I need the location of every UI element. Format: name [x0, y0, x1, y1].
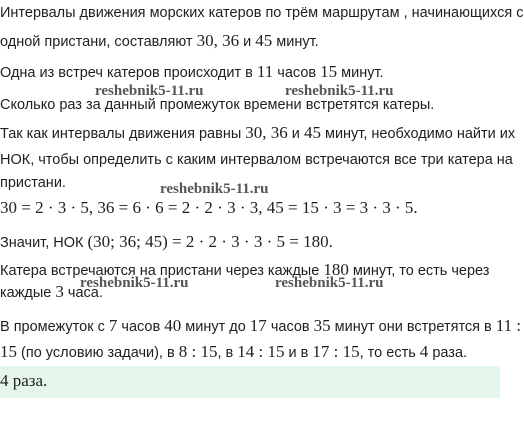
- period-line-1: В промежуток с 7 часов 40 минут до 17 часов 35 минут они встретятся в 11 :: [0, 316, 522, 335]
- watermark: reshebnik5-11.ru: [160, 181, 269, 197]
- answer-box: [0, 366, 500, 398]
- solution-line-3: пристани.: [0, 175, 66, 191]
- solution-line-1: Так как интервалы движения равны 30, 36 и 45 минут, необходимо найти их: [0, 123, 516, 142]
- answer-text: 4 раза.: [0, 371, 48, 390]
- factorization-formula: 30 = 2 · 3 · 5, 36 = 6 · 6 = 2 · 2 · 3 · 3, 45 = 15 · 3 = 3 · 3 · 5.: [0, 198, 418, 217]
- problem-line-2: одной пристани, составляют 30, 36 и 45 минут.: [0, 31, 319, 50]
- watermark: reshebnik5-11.ru: [80, 275, 189, 291]
- problem-line-4: Сколько раз за данный промежуток времени встретятся катеры.: [0, 97, 435, 113]
- watermark: reshebnik5-11.ru: [285, 83, 394, 99]
- problem-line-3: Одна из встреч катеров происходит в 11 часов 15 минут.: [0, 62, 384, 81]
- problem-line-1: Интервалы движения морских катеров по трём маршрутам , начинающихся с: [0, 5, 524, 21]
- meeting-line-2: каждые 3 часа.: [0, 282, 103, 301]
- watermark: reshebnik5-11.ru: [95, 83, 204, 99]
- solution-line-2: НОК, чтобы определить с каким интервалом встречаются все три катера на: [0, 152, 513, 168]
- nok-line: Значит, НОК (30; 36; 45) = 2 · 2 · 3 · 3 · 5 = 180.: [0, 232, 333, 251]
- meeting-line-1: Катера встречаются на пристани через каждые 180 минут, то есть через: [0, 260, 490, 279]
- watermark: reshebnik5-11.ru: [275, 275, 384, 291]
- period-line-2: 15 (по условию задачи), в 8 : 15, в 14 : 15 и в 17 : 15, то есть 4 раза.: [0, 342, 468, 361]
